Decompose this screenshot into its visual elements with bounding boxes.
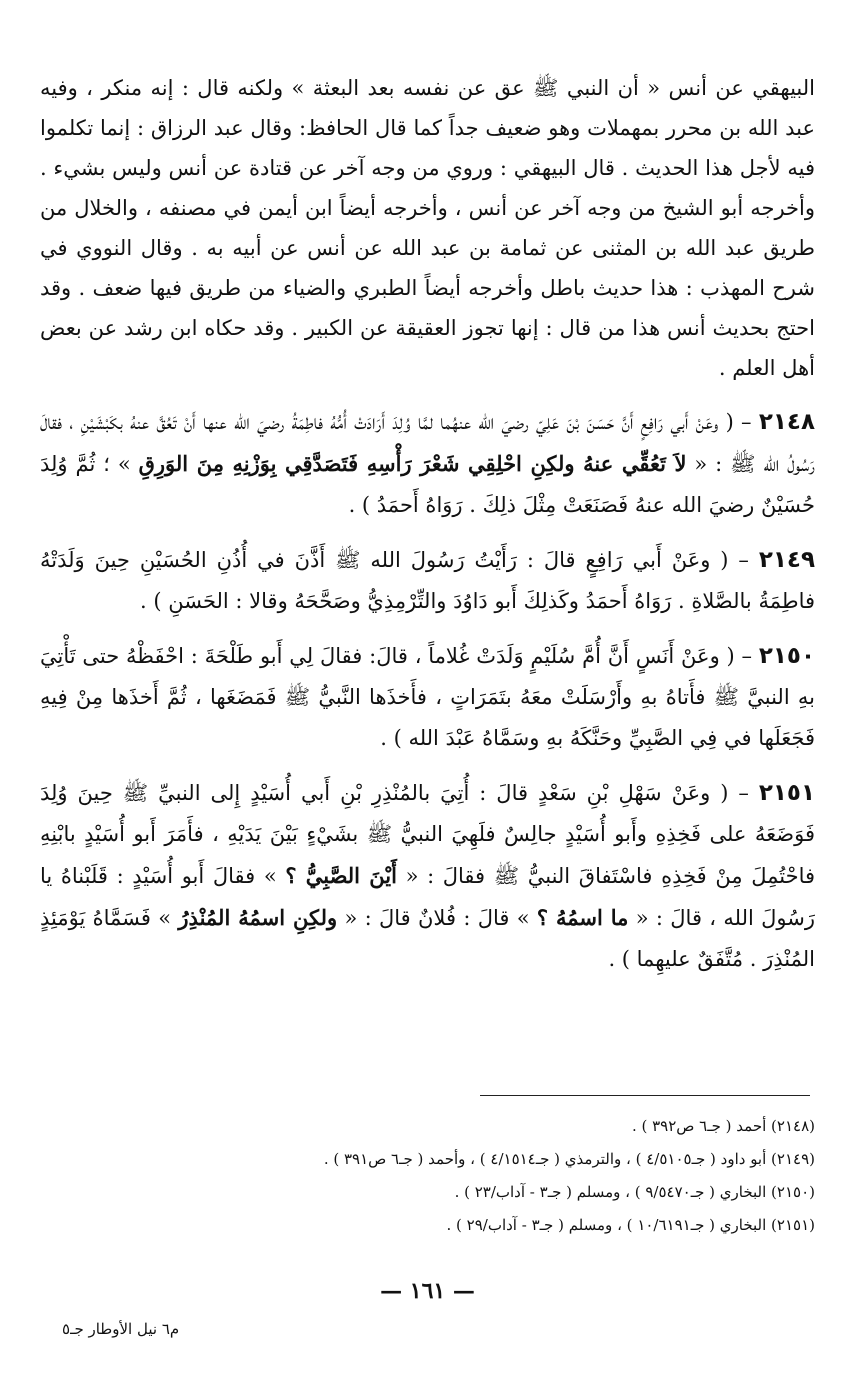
intro-paragraph: البيهقي عن أنس « أن النبي ﷺ عق عن نفسه بعد البعثة » ولكنه قال : إنه منكر ، وفيه عبد الله بن محرر بمهملات وهو ضعيف جداً كما قال الحافظ: وقال عبد الرزاق : إنما تكلموا فيه لأجل هذا الحديث . قال البيهقي : وروي من وجه آخر عن قتادة عن أنس وليس بشيء . وأخرجه أبو الشيخ من وجه آخر عن أنس ، وأخرجه أيضاً ابن أيمن في مصنفه ، والخلال من طريق عبد الله بن المثنى عن ثمامة بن عبد الله عن أنس عن أبيه به . وقال النووي في شرح المهذب : هذا حديث باطل وأخرجه أيضاً الطبري والضياء من طريق فيها ضعف . وقد احتج بحديث أنس هذا من قال : إنها تجوز العقيقة عن الكبير . وقد حكاه ابن رشد عن بعض أهل العلم .: [40, 76, 815, 380]
hadith-text: – ( وعَنْ أَبي رَافِعٍ أَنَّ حَسَنَ بْنَ عَلِيّ رضيَ الله عنهُما لمَّا وُلِدَ أَرَادَتْ أُمُّهُ فاطِمَةُ رضيَ الله عنها أَنْ تَعُقَّ عنهُ بكَبْشَيْنِ ، فقالَ رَسُولُ الله ﷺ : «: [40, 410, 815, 476]
hadith-text-end: » ؛ ثُمَّ وُلِدَ حُسَيْنٌ رضيَ الله عنهُ فَصَنَعَتْ مِثْلَ ذلِكَ . رَوَاهُ أَحمَدُ ) .: [40, 452, 815, 517]
hadith-2151: [40, 773, 815, 980]
footnote-divider: [480, 1095, 810, 1096]
hadith-text-mid-2: » قالَ : فُلانٌ قالَ : «: [337, 906, 537, 930]
prophet-quote: أَيْنَ الصَّبِيُّ ؟: [285, 863, 397, 888]
hadith-text-end: » فَسَمَّاهُ يَوْمَئِذٍ المُنْذِرَ . مُتَّفَقٌ عليهِما ) .: [40, 906, 815, 971]
page-number: — ١٦١ —: [380, 1278, 475, 1304]
footnote: (٢١٥٠) البخاري ( جـ٩/٥٤٧٠ ) ، ومسلم ( جـ٣ - آداب/٢٣ ) .: [454, 1183, 815, 1201]
hadith-2149: [40, 540, 815, 622]
signature-mark: م٦ نيل الأوطار جـ٥: [62, 1320, 180, 1338]
prophet-quote-2: ما اسمُهُ ؟: [536, 905, 629, 930]
footnote: (٢١٤٨) أحمد ( جـ٦ ص٣٩٢ ) .: [631, 1117, 815, 1135]
hadith-text: – ( وعَنْ سَهْلِ بْنِ سَعْدٍ قالَ : أُتِيَ بالمُنْذِرِ بْنِ أَبي أُسَيْدٍ إِلى النبيِّ ﷺ حِينَ وُلِدَ فَوَضَعَهُ على فَخِذِهِ وأَبو أُسَيْدٍ جالِسٌ فلَهِيَ النبيُّ ﷺ بشَيْءٍ بَيْنَ يَدَيْهِ ، فأَمَرَ أَبو أُسَيْدٍ بابْنِهِ فاحْتُمِلَ مِنْ فَخِذِهِ فاسْتَفاقَ النبيُّ ﷺ فقالَ : «: [40, 781, 816, 888]
hadith-number: ٢١٤٨: [758, 409, 815, 435]
prophet-quote: لاَ تَعُقِّي عنهُ ولكِنِ احْلِقِي شَعْرَ رَأْسِهِ فَتَصَدَّقِي بِوَزْنِهِ مِنَ الوَرِقِ: [138, 451, 687, 476]
hadith-2150: [40, 636, 815, 759]
footnote: (٢١٤٩) أبو داود ( جـ٤/٥١٠٥ ) ، والترمذي ( جـ٤/١٥١٤ ) ، وأحمد ( جـ٦ ص٣٩١ ) .: [323, 1150, 815, 1168]
hadith-number: ٢١٥٠: [758, 643, 815, 669]
prophet-quote-3: ولكِنِ اسمُهُ المُنْذِرُ: [178, 905, 338, 930]
hadith-text: – ( وعَنْ أَنَسٍ أَنَّ أُمَّ سُلَيْمٍ وَلَدَتْ غُلاماً ، قالَ: فقالَ لِي أَبو طَلْحَةَ : احْفَظْهُ حتى تَأْتِيَ بهِ النبيَّ ﷺ فأَتاهُ بهِ وأَرْسَلَتْ معَهُ بتَمَرَاتٍ ، فأَخذَها النَّبيُّ ﷺ فَمَضَغَها ، ثُمَّ أَخذَها مِنْ فِيهِ فَجَعَلَها في فِي الصَّبِيِّ وحَنَّكَهُ بهِ وسَمَّاهُ عَبْدَ الله ) .: [40, 644, 815, 750]
hadith-number: ٢١٤٩: [758, 547, 815, 573]
hadith-2148: [40, 402, 815, 526]
hadith-number: ٢١٥١: [758, 780, 815, 806]
hadith-text: – ( وعَنْ أَبي رَافِعٍ قالَ : رَأَيْتُ رَسُولَ الله ﷺ أَذَّنَ في أُذُنِ الحُسَيْنِ حِينَ وَلَدَتْهُ فاطِمَةُ بالصَّلاةِ . رَوَاهُ أَحمَدُ وكَذلِكَ أَبو دَاوُدَ والتِّرْمِذِيُّ وصَحَّحَهُ وقالا : الحَسَنِ ) .: [40, 548, 815, 613]
hadith-text-mid: » فقالَ أَبو أُسَيْدٍ : قَلَبْناهُ يا رَسُولَ الله ، قالَ : «: [40, 864, 815, 930]
footnote: (٢١٥١) البخاري ( جـ١٠/٦١٩١ ) ، ومسلم ( جـ٣ - آداب/٢٩ ) .: [446, 1216, 815, 1234]
footnotes: [40, 1110, 815, 1242]
